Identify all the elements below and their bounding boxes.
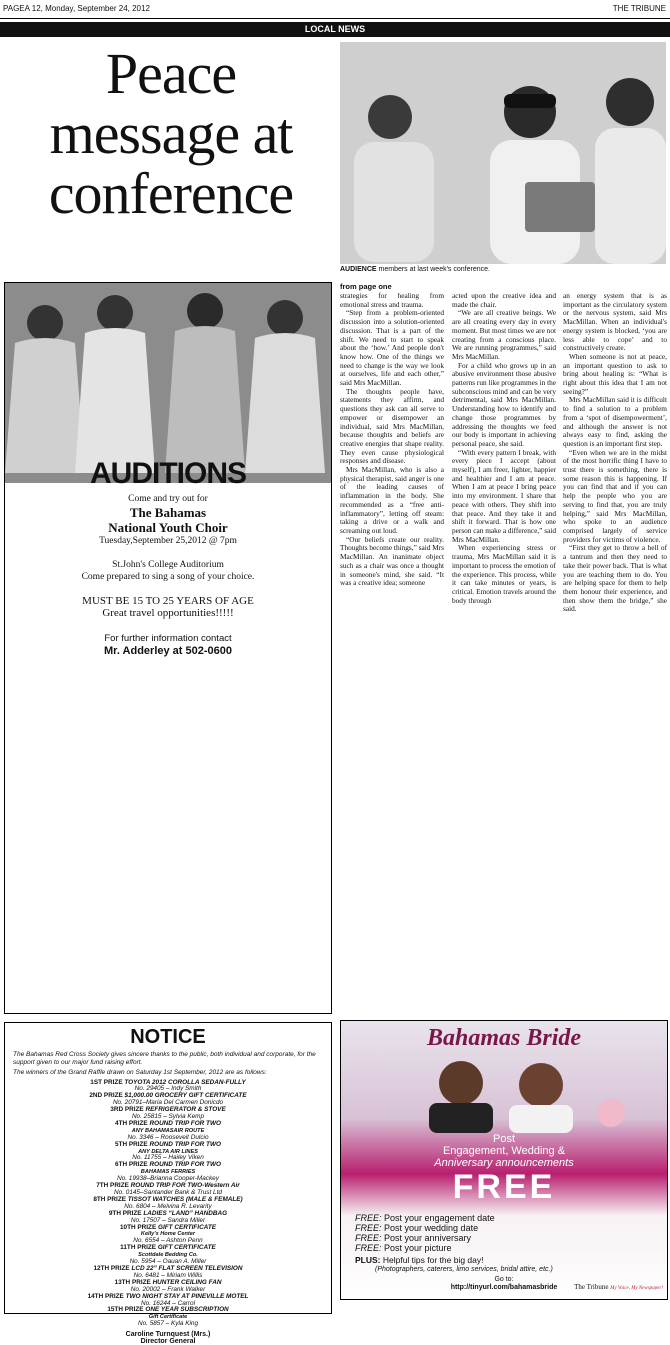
prize-sub: ANY DELTA AIR LINES	[138, 1148, 198, 1155]
bahamas-bride-ad	[340, 1020, 668, 1300]
aud-line: St.John's College Auditorium	[112, 560, 224, 570]
aud-line: Tuesday,September 25,2012 @ 7pm	[99, 536, 237, 546]
tribune-logo: The Tribune	[574, 1283, 609, 1291]
page-header	[0, 0, 670, 19]
aud-line: For further information contact	[104, 633, 232, 644]
notice-intro: The winners of the Grand Raffle drawn on Saturday 1st September, 2012 are as follows:	[13, 1069, 267, 1076]
prize-winner: No. 6804 – Melvina R. Levarity	[124, 1202, 212, 1210]
article-paragraph: “Even when we are in the midst of the most horrific thing I have to trust there is something, there is some reason this is happening. If you can find that and if you can help the people who you are serving to find that, you are truly helping,” said Mrs MacMillan, who spoke to an audience comprised largely of service providers for victims of violence.	[563, 447, 667, 544]
prize-item: LCD 22” FLAT SCREEN TELEVISION	[131, 1264, 243, 1272]
prize-item: GIFT CERTIFICATE	[157, 1244, 216, 1252]
free-label: FREE:	[355, 1213, 382, 1223]
article-paragraph: Mrs MacMillan, who is also a physical therapist, said anger is one of the leading causes of inflammation in the body. She recommended as a “free anti-inflammatory”, letting off steam: taking a drive or a walk and screaming out loud.	[340, 465, 444, 535]
conference-photo	[340, 42, 666, 264]
prize-rank: 14TH PRIZE	[87, 1292, 124, 1300]
article-paragraph: strategies for healing from emotional stress and trauma.	[340, 291, 444, 309]
prize-item: ROUND TRIP FOR TWO	[149, 1140, 221, 1148]
prize-item: TOYOTA 2012 COROLLA SEDAN-FULLY	[124, 1078, 246, 1086]
bride-url[interactable]: http://tinyurl.com/bahamasbride	[450, 1284, 558, 1291]
bride-logo: Bahamas Bride	[426, 1025, 582, 1051]
prize-winner: No. 3346 – Rooseveit Dulcio	[127, 1133, 209, 1141]
bride-free-item	[355, 1223, 661, 1233]
prize-winner: No. 5954 – Oauan A. Miller	[129, 1258, 207, 1266]
notice-intro: The Bahamas Red Cross Society gives sincere thanks to the public, both individual and corporate, for the support given to our major fund raising effort.	[13, 1051, 316, 1066]
prize-rank: 4TH PRIZE	[115, 1119, 148, 1127]
article-paragraph: an energy system that is as important as the circulatory system or the nervous system, said Mrs MacMillan. When an individual's energy system is blocked, ‘you are less able to cope’ and to constructively create.	[563, 291, 667, 353]
plus-sub: (Photographers, caterers, limo services, bridal attire, etc.)	[375, 1266, 553, 1273]
article-paragraph: For a child who grows up in an abusive environment those abusive patterns run like programmes in the subconscious mind and can be very detrimental, said Mrs MacMillan. Understanding how to identify and change those programmes by addressing the thoughts we feed our body is important in achieving personal peace, she said.	[452, 360, 556, 448]
prize-entry	[5, 1245, 331, 1252]
prize-winner: No. 20791–Maria Del Carmen Donicdo	[112, 1099, 224, 1107]
article-paragraph: “Our beliefs create our reality. Thoughts become things,” said Mrs MacMillan. An inanimate object such as a chair was once a thought in someone's mind, she said. “It was a creative idea; someone	[340, 534, 444, 588]
prize-rank: 10TH PRIZE	[119, 1223, 157, 1231]
prize-entry	[5, 1121, 331, 1128]
prize-entry	[5, 1307, 331, 1314]
prize-rank: 7TH PRIZE	[96, 1182, 129, 1190]
tribune-tagline: My Voice, My Newspaper!	[610, 1286, 663, 1291]
article-paragraph: When experiencing stress or trauma, Mrs MacMillan said it is important to process the emotion of the experience. This process, while it can take minutes or years, is critical. Emotion travels around the body through	[452, 543, 556, 605]
prize-sub: ANY BAHAMASAIR ROUTE	[131, 1127, 205, 1134]
prize-rank: 13TH PRIZE	[114, 1278, 151, 1286]
free-label: FREE:	[355, 1233, 382, 1243]
prize-item: REFRIGERATOR & STOVE	[145, 1106, 226, 1114]
article-paragraph: “Step from a problem-oriented discussion into a solution-oriented discussion. That is a part of the shift. We need to start to speak about the ‘how.’ And people don't know how. One of the things we need to change is the way we look at ourselves, life and each other,” said Mrs MacMillan.	[340, 308, 444, 388]
prize-rank: 12TH PRIZE	[93, 1264, 130, 1272]
prize-item: ONE YEAR SUBSCRIPTION	[145, 1306, 229, 1314]
bride-free-item	[355, 1243, 661, 1253]
article-column-1	[340, 292, 444, 588]
prize-sub: Scottdale Bedding Co.	[138, 1252, 198, 1259]
prize-winner: No. 25815 – Sylvia Kemp	[131, 1113, 205, 1121]
continued-label: from page one	[340, 282, 392, 291]
prize-entry	[5, 1162, 331, 1169]
article-paragraph: The thoughts people have, statements they affirm, and questions they ask can all serve to empower or disempower an individual, said Mrs MacMillan, because thoughts and beliefs are creative energies that shape reality. They even cause physiological responses and disease.	[340, 386, 444, 466]
prize-item: ROUND TRIP FOR TWO-Western Air	[130, 1182, 240, 1190]
free-label: FREE:	[355, 1223, 382, 1233]
headline: Peace message at conference	[48, 41, 294, 226]
prize-winner: No. 17507 – Sandra Miller	[130, 1216, 206, 1224]
notice-signature-title: Director General	[140, 1338, 196, 1345]
prize-winner: No. 5857 – Kyla King	[137, 1320, 199, 1328]
notice-ad	[4, 1022, 332, 1345]
couple-image	[381, 1053, 631, 1133]
prize-rank: 6TH PRIZE	[115, 1161, 148, 1169]
goto-label: Go to:	[494, 1276, 514, 1283]
article-paragraph: When someone is not at peace, an important question to ask to bring about healing is: “What is right about this idea that I am not seeing?”	[563, 351, 667, 396]
prize-winner: No. 29405 – Indy Smith	[134, 1085, 202, 1093]
aud-line: Come and try out for	[128, 494, 208, 504]
plus-text: Helpful tips for the big day!	[380, 1255, 484, 1265]
bride-free-item	[355, 1233, 661, 1243]
aud-line: Great travel opportunities!!!!!	[102, 607, 234, 619]
bride-line: Post	[492, 1133, 515, 1145]
auditions-title: AUDITIONS	[90, 457, 246, 490]
prize-rank: 15TH PRIZE	[107, 1306, 144, 1314]
prize-entry	[5, 1225, 331, 1232]
prize-rank: 1ST PRIZE	[90, 1078, 123, 1086]
prize-item: TWO NIGHT STAY AT PINEVILLE MOTEL	[125, 1292, 249, 1300]
free-label: FREE:	[355, 1243, 382, 1253]
prize-winner: No. 6481 – Miriam Willis	[133, 1271, 203, 1279]
prize-item: ROUND TRIP FOR TWO	[149, 1119, 221, 1127]
prize-rank: 3RD PRIZE	[110, 1106, 144, 1114]
free-text: Post your wedding date	[381, 1223, 479, 1233]
free-text: Post your engagement date	[381, 1213, 495, 1223]
prize-rank: 11TH PRIZE	[120, 1244, 157, 1252]
prize-rank: 9TH PRIZE	[108, 1209, 142, 1217]
aud-line: Mr. Adderley at 502-0600	[104, 645, 232, 657]
article-column-2	[452, 292, 556, 605]
bride-line: Anniversary announcements	[434, 1157, 574, 1169]
audience-image	[340, 42, 666, 264]
aud-line: MUST BE 15 TO 25 YEARS OF AGE	[82, 595, 254, 607]
prize-winner: No. 0145–Santander Bank & Trust Ltd	[114, 1189, 222, 1196]
prize-sub: BAHAMAS FERRIES	[140, 1169, 196, 1176]
prize-item: TISSOT WATCHES (MALE & FEMALE)	[127, 1195, 243, 1203]
prize-rank: 5TH PRIZE	[115, 1140, 148, 1148]
prize-item: $1,000.00 GROCERY GIFT CERTIFICATE	[124, 1092, 247, 1100]
photo-caption: AUDIENCE members at last week's conference.	[340, 266, 490, 273]
free-text: Post your picture	[381, 1243, 452, 1253]
free-text: Post your anniversary	[381, 1233, 472, 1243]
prize-rank: 2ND PRIZE	[89, 1092, 123, 1100]
article-paragraph: “With every pattern I break, with every piece I accept (about myself), I am freer, lighter, happier and healthier and I am at peace. When I am at peace I bring peace into my environment. I share that peace with others. They shift into that peace. And they take it and shift it forward. That is how one person can make a difference,” said Mrs MacMillan.	[452, 447, 556, 544]
bride-line: Engagement, Wedding &	[442, 1145, 566, 1157]
bride-free: FREE	[452, 1168, 556, 1206]
plus-label: PLUS:	[355, 1255, 381, 1265]
paper-name: THE TRIBUNE	[612, 4, 666, 13]
article-column-3	[563, 292, 667, 614]
bride-free-item	[355, 1213, 661, 1223]
prize-item: ROUND TRIP FOR TWO	[149, 1161, 221, 1169]
article-paragraph: acted upon the creative idea and made the chair.	[452, 291, 556, 309]
prize-item: LADIES “LAND” HANDBAG	[143, 1209, 228, 1217]
section-label: LOCAL NEWS	[0, 22, 670, 37]
prize-winner: No. 20002 – Frank Walker	[130, 1285, 206, 1293]
article-paragraph: “We are all creative beings. We are all creating every day in every moment. But most times we are not creating from a conscious place. We are running programmes,” said Mrs MacMillan.	[452, 308, 556, 361]
auditions-ad	[4, 282, 332, 1014]
prize-item: GIFT CERTIFICATE	[158, 1223, 216, 1231]
prize-winner: No. 6554 – Ashton Penn	[133, 1237, 203, 1245]
dancers-image	[5, 283, 331, 483]
prize-item: HUNTER CEILING FAN	[152, 1278, 222, 1286]
prize-winner: No. 16244 – Carrol	[141, 1299, 195, 1307]
notice-title: NOTICE	[130, 1026, 206, 1048]
aud-line: Come prepared to sing a song of your choice.	[81, 572, 255, 582]
aud-line: National Youth Choir	[108, 520, 228, 535]
aud-line: The Bahamas	[129, 505, 207, 520]
prize-sub: Kelly's Home Center	[140, 1231, 196, 1238]
article-paragraph: Mrs MacMillan said it is difficult to find a solution to a problem from a ‘spot of disempowerment’, and although the answer is not always easy to find, asking the question is an important first step.	[563, 395, 667, 448]
prize-rank: 8TH PRIZE	[93, 1195, 126, 1203]
prize-sub: Gift Certificate	[148, 1314, 188, 1321]
notice-signature: Caroline Turnquest (Mrs.)	[125, 1331, 211, 1339]
prize-winner: No. 19938–Brianna Cooper-Mackey	[117, 1175, 219, 1183]
prize-winner: No. 11755 – Hailey Viken	[132, 1154, 204, 1162]
prize-entry	[5, 1142, 331, 1149]
page-info: PAGEA 12, Monday, September 24, 2012	[3, 4, 150, 13]
article-paragraph: “First they get to throw a hell of a tantrum and then they need to take their power back. That is what you are teaching them to do. You are helping space for them to help them honour their experience, and then show them the bridge,” she said.	[563, 543, 667, 614]
